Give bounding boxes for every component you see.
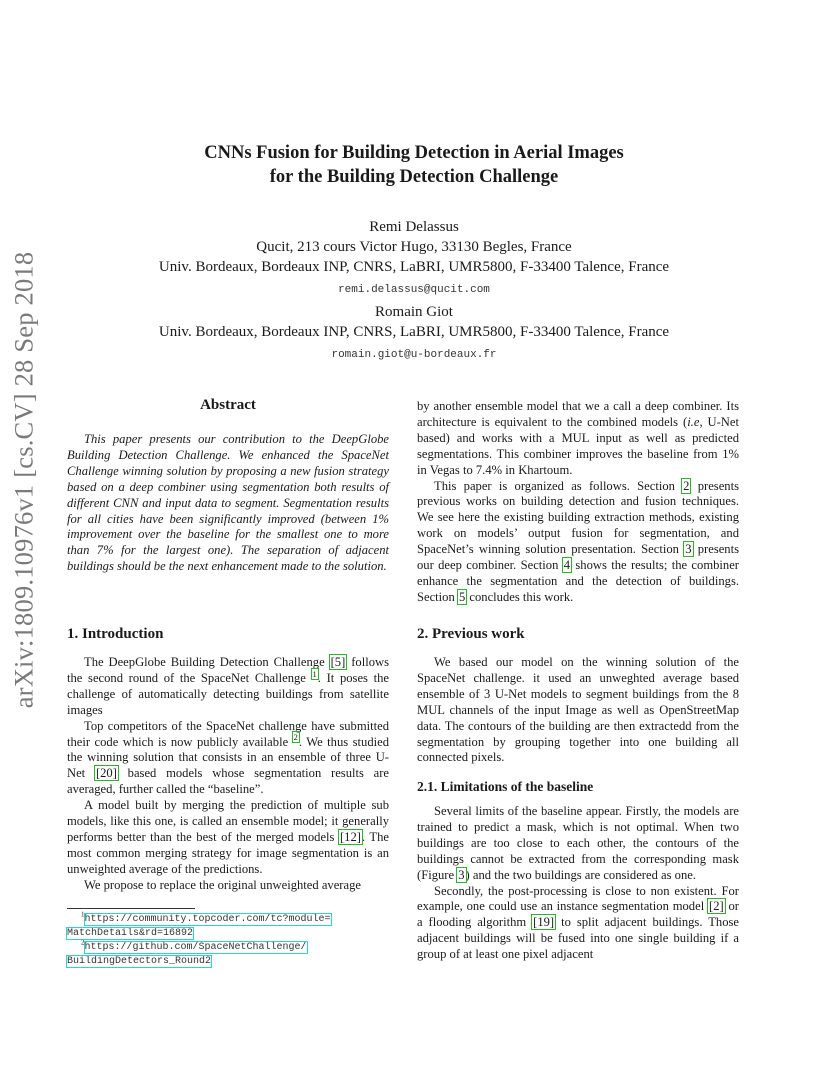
citation-link[interactable]: [12] xyxy=(339,829,361,844)
limitations-paragraph: Secondly, the post-processing is close to non existent. For example, one could use an instance segmentation model [2] or a flooding algorithm [19] to split adjacent buildings. Those adjacent buildings will be fused into one single building if a group of at least one pixel adjacent xyxy=(417,883,739,962)
section-heading-introduction: 1. Introduction xyxy=(67,626,164,642)
limitations-paragraph: Several limits of the baseline appear. Firstly, the models are trained to predict a mask, which is not optimal. When two buildings are too close to each other, the contours of the buildings cannot be extracted from the corresponding mask (Figure 3) and the two buildings are considered as one. xyxy=(417,804,739,882)
abstract-heading: Abstract xyxy=(200,397,256,413)
intro-paragraph: This paper is organized as follows. Section 2 presents previous works on building detection and fusion techniques. We see here the existing building extraction methods, existing work on models’ output fusion for segmentation, and SpaceNet’s winning solution presentation. Section 3 presents our deep combiner. Section 4 shows the results; the combiner enhance the segmentation and the detection of buildings. Section 5 concludes this work. xyxy=(417,478,740,604)
figure-link[interactable]: 3 xyxy=(458,867,465,882)
footnote-2: $^2$https://github.com/SpaceNetChallenge/ xyxy=(81,938,307,953)
footnote-url[interactable]: BuildingDetectors_Round2 xyxy=(67,956,212,967)
footnotes xyxy=(67,912,397,968)
prev-work-paragraph: We based our model on the winning solution of the SpaceNet challenge. it used an unweghted average based ensemble of 3 U-Net models to segment buildings from the 8 MUL channels of the input Image as well as OpenStreetMap data. The contours of the building are then extractedd from the segmentation by grouping together into one building all connected pixels. xyxy=(417,655,739,765)
author-affiliation: Univ. Bordeaux, Bordeaux INP, CNRS, LaBRI, UMR5800, F-33400 Talence, France xyxy=(158,259,670,275)
footnote-url[interactable]: MatchDetails&rd=16892 xyxy=(67,928,194,939)
intro-paragraph: Top competitors of the SpaceNet challenge have submitted their code which is now publicly available $^2$. We thus studied the winning solution that consists in an ensemble of three U-Net [20] based models whose segmentation results are averaged, further called the “baseline”. xyxy=(67,718,389,797)
section-link[interactable]: 5 xyxy=(458,589,466,604)
arxiv-sidebar xyxy=(4,251,44,709)
previous-work-body xyxy=(417,655,739,766)
citation-link[interactable]: [19] xyxy=(533,915,555,930)
paper-title xyxy=(60,141,768,189)
abstract-body xyxy=(67,432,389,575)
section-link[interactable]: 2 xyxy=(683,478,690,493)
intro-paragraph: The DeepGlobe Building Detection Challenge [5] follows the second round of the SpaceNet Challenge $^1$. It poses the challenge of automatically detecting buildings from satellite images xyxy=(67,655,389,717)
subsection-heading-limitations: 2.1. Limitations of the baseline xyxy=(417,779,594,794)
footnote-url[interactable]: https://github.com/SpaceNetChallenge/ xyxy=(84,942,307,953)
citation-link[interactable]: [5] xyxy=(330,655,346,669)
author-block-2 xyxy=(60,302,768,365)
section-heading-previous-work: 2. Previous work xyxy=(417,626,525,642)
intro-paragraph: We propose to replace the original unweighted average xyxy=(84,877,361,892)
title-line-2: for the Building Detection Challenge xyxy=(269,167,559,187)
arxiv-identifier: arXiv:1809.10976v1 [cs.CV] 28 Sep 2018 xyxy=(8,251,39,709)
author-email[interactable]: romain.giot@u-bordeaux.fr xyxy=(331,349,497,361)
footnote-divider xyxy=(67,908,195,909)
section-link[interactable]: 4 xyxy=(563,558,571,573)
section-link[interactable]: 3 xyxy=(685,542,692,557)
introduction-continued xyxy=(417,399,739,606)
limitations-body xyxy=(417,804,739,963)
introduction-body xyxy=(67,655,389,894)
footnote-1: $^1$https://community.topcoder.com/tc?module= xyxy=(81,910,331,925)
footnote-url[interactable]: https://community.topcoder.com/tc?module= xyxy=(84,914,331,925)
footnote-ref-1[interactable]: 1 xyxy=(312,668,317,679)
footnote-ref-2[interactable]: 2 xyxy=(293,732,298,743)
title-line-1: CNNs Fusion for Building Detection in Aerial Images xyxy=(204,143,624,163)
intro-paragraph: A model built by merging the prediction of multiple sub models, like this one, is called an ensemble model; it generally performs better than the best of the merged models [12]. The most common merging strategy for image segmentation is an unweighted average of the predictions. xyxy=(67,798,389,876)
author-block-1 xyxy=(60,217,768,300)
citation-link[interactable]: [2] xyxy=(709,899,724,914)
intro-paragraph: by another ensemble model that we a call a deep combiner. Its architecture is equivalent to the combined models (i.e, U-Net based) and works with a MUL input as well as predicted segmentations. This combiner improves the baseline from 1% in Vegas to 7.4% in Khartoum. xyxy=(417,399,739,477)
author-email[interactable]: remi.delassus@qucit.com xyxy=(338,284,490,296)
citation-link[interactable]: [20] xyxy=(95,766,117,781)
author-name: Romain Giot xyxy=(375,304,453,320)
author-affiliation: Qucit, 213 cours Victor Hugo, 33130 Begles, France xyxy=(256,239,572,255)
author-affiliation: Univ. Bordeaux, Bordeaux INP, CNRS, LaBRI, UMR5800, F-33400 Talence, France xyxy=(158,324,670,340)
abstract-text: This paper presents our contribution to the DeepGlobe Building Detection Challenge. We enhanced the SpaceNet Challenge winning solution by proposing a new fusion strategy based on a deep combiner using segmentation both results of different CNN and input data to segment. Segmentation results for all cities have been significantly improved (between 1% improvement over the baseline for the smallest one to more than 7% for the largest one). The separation of adjacent buildings should be the next enhancement made to the solution. xyxy=(67,432,389,574)
author-name: Remi Delassus xyxy=(369,219,459,235)
